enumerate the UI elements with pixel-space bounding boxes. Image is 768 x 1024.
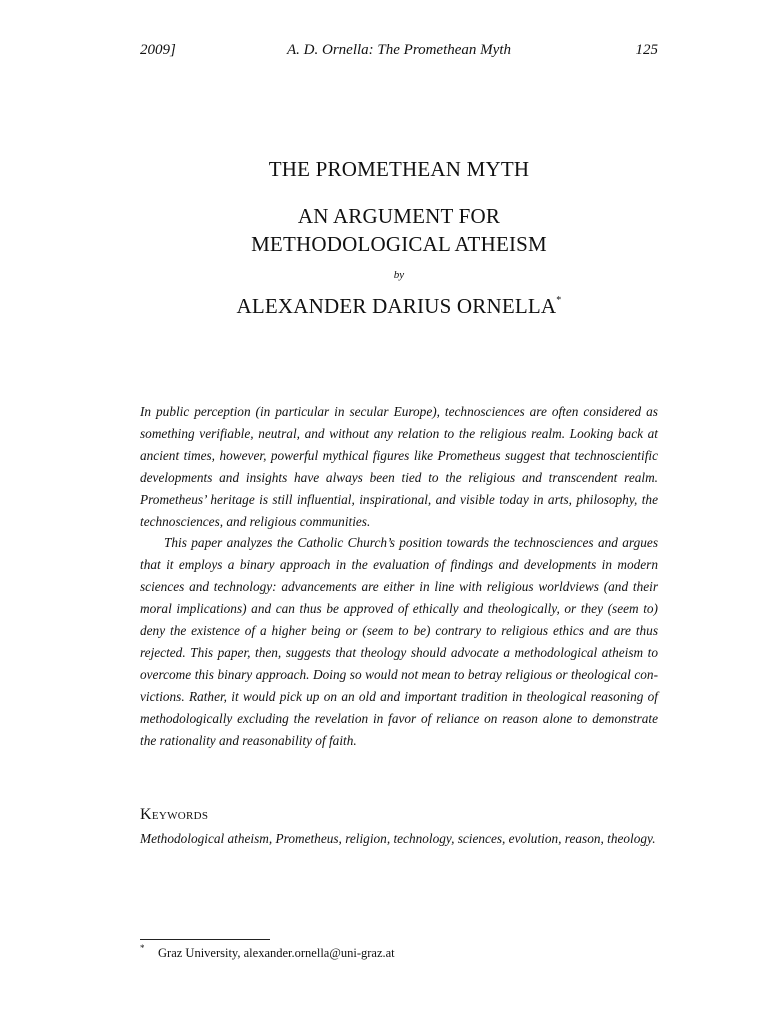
- keywords-list: Methodological atheism, Prometheus, religion, technology, sciences, evolution, reason, theology.: [140, 831, 656, 846]
- abstract-paragraph: This paper analyzes the Catholic Church’s position towards the technosciences and argues that it employs a binary approach in the evaluation of findings and developments in modern sciences and technology: advancements are either in line with religious worldviews (and their moral implications) and can thus be approved of ethically and theologically, or they (seem to) deny the existence of a higher being or (seem to be) contrary to religious ethics and are thus rejected. This paper, then, suggests that theology should advocate a methodological atheism to overcome this binary approach. Doing so would not mean to betray religious or theological convictions. Rather, it would pick up on an old and important tradition in theological reasoning of methodologically excluding the revelation in favor of reliance on reason alone to demonstrate the rationality and reasonability of faith.: [140, 535, 658, 748]
- subtitle-line: AN ARGUMENT FOR: [297, 204, 501, 228]
- header-article-title: A. D. Ornella: The Promethean Myth: [287, 42, 511, 58]
- author-name: [140, 294, 658, 319]
- article-title: THE PROMETHEAN MYTH: [268, 157, 530, 181]
- footnote-text: Graz University, alexander.ornella@uni-graz.at: [158, 946, 395, 960]
- article-subtitle: [140, 202, 658, 258]
- byline: by: [393, 269, 405, 281]
- running-header: [140, 42, 658, 62]
- subtitle-line: METHODOLOGICAL ATHEISM: [251, 232, 547, 256]
- header-volume-year: 2009]: [140, 42, 176, 58]
- keywords-heading: Keywords: [140, 806, 209, 823]
- author-footnote-mark: *: [556, 295, 562, 306]
- abstract: [140, 401, 658, 752]
- abstract-paragraph: In public perception (in particular in secular Europe), technosciences are often considered as something verifiable, neutral, and without any relation to the religious realm. Looking back at ancient times, however, powerful mythical figures like Prometheus suggest that technoscientific developments and insights have always been tied to the religious and transcendent realm. Prometheus’ heritage is still influential, inspirational, and visible today in arts, philosophy, the technosciences, and religious communities.: [140, 404, 658, 529]
- footnote-mark: *: [140, 943, 145, 953]
- author-name-text: ALEXANDER DARIUS ORNELLA: [236, 294, 557, 318]
- footnote-divider: [140, 939, 270, 940]
- page-number: 125: [635, 42, 658, 58]
